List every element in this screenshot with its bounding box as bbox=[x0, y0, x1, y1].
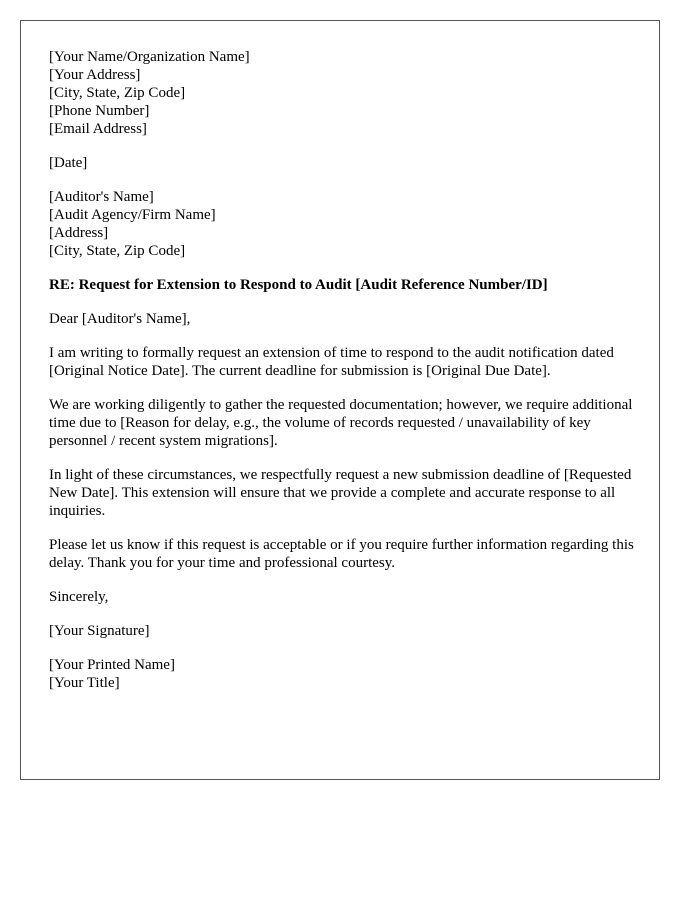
recipient-name: [Auditor's Name] bbox=[49, 189, 154, 205]
body-paragraph-1: I am writing to formally request an extension of time to respond to the audit notification dated [Original Notice Date]. The current deadline for submission is [Original Due Date]. bbox=[49, 345, 614, 379]
printed-name: [Your Printed Name] bbox=[49, 657, 175, 673]
sender-name: [Your Name/Organization Name] bbox=[49, 49, 250, 65]
sender-address: [Your Address] bbox=[49, 67, 141, 83]
signature: [Your Signature] bbox=[49, 623, 150, 639]
letter-date: [Date] bbox=[49, 155, 88, 171]
closing: Sincerely, bbox=[49, 589, 109, 605]
salutation: Dear [Auditor's Name], bbox=[49, 311, 191, 327]
sender-city-state-zip: [City, State, Zip Code] bbox=[49, 85, 186, 101]
recipient-block bbox=[49, 188, 639, 260]
date-block bbox=[49, 154, 639, 172]
recipient-agency: [Audit Agency/Firm Name] bbox=[49, 207, 216, 223]
subject-line: RE: Request for Extension to Respond to Audit [Audit Reference Number/ID] bbox=[49, 277, 548, 293]
signature-block bbox=[49, 622, 639, 640]
letter-page bbox=[20, 20, 660, 780]
sender-email: [Email Address] bbox=[49, 121, 147, 137]
sender-block bbox=[49, 48, 639, 138]
printed-name-block bbox=[49, 656, 639, 692]
recipient-city-state-zip: [City, State, Zip Code] bbox=[49, 243, 186, 259]
closing-block bbox=[49, 588, 639, 606]
sender-phone: [Phone Number] bbox=[49, 103, 150, 119]
body-paragraph-3: In light of these circumstances, we respectfully request a new submission deadline of [Requested New Date]. This extension will ensure that we provide a complete and accurate response to all inquiries. bbox=[49, 467, 632, 519]
signer-title: [Your Title] bbox=[49, 675, 120, 691]
salutation-block bbox=[49, 310, 639, 328]
subject-block bbox=[49, 276, 639, 294]
recipient-address: [Address] bbox=[49, 225, 109, 241]
body-paragraph-4: Please let us know if this request is acceptable or if you require further information regarding this delay. Thank you for your time and professional courtesy. bbox=[49, 537, 634, 571]
body-paragraph-2: We are working diligently to gather the requested documentation; however, we require additional time due to [Reason for delay, e.g., the volume of records requested / unavailability of key personnel / recent system migrations]. bbox=[49, 397, 633, 449]
letter-content bbox=[49, 48, 639, 692]
